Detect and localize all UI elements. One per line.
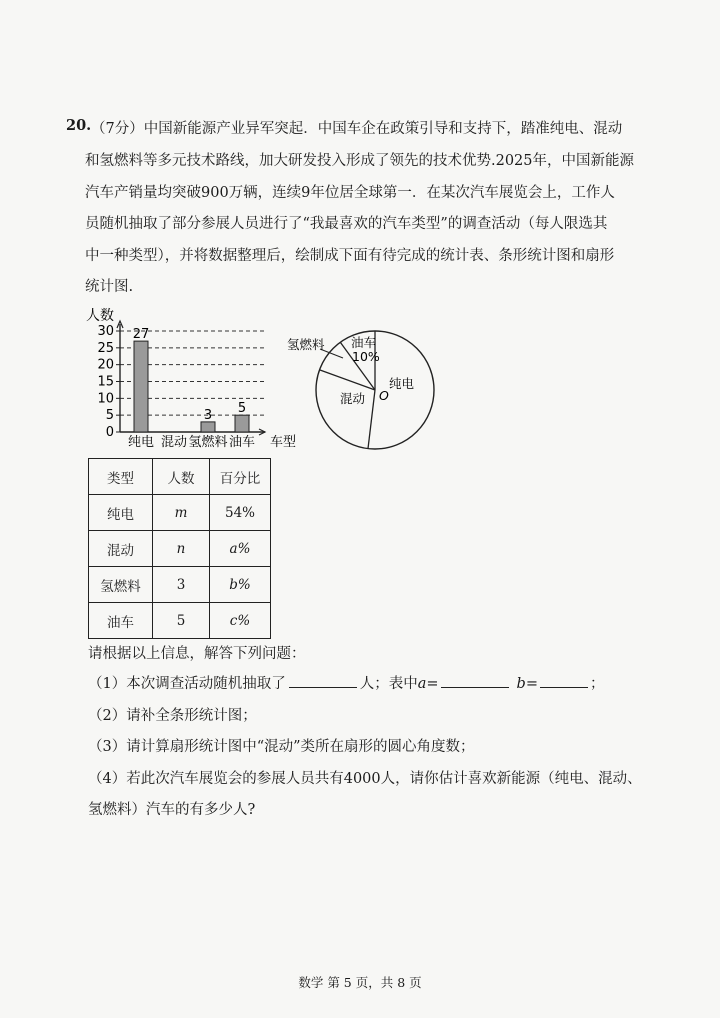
question-number: 20. (66, 117, 92, 134)
y-tick-label: 0 (105, 425, 114, 440)
q1-text-a: （1）本次调查活动随机抽取了 (88, 676, 286, 692)
table-cell: 3 (153, 567, 210, 603)
table-row (89, 531, 271, 567)
subquestion-2: （2）请补全条形统计图； (88, 708, 257, 724)
x-category-label: 氢燃料 (188, 435, 228, 450)
bar (235, 415, 249, 432)
table-cell: 氢燃料 (89, 567, 153, 603)
answer-blank-a[interactable] (441, 675, 509, 688)
table-header-cell: 类型 (89, 459, 153, 495)
table-cell: c% (210, 603, 271, 639)
instruction-text: 请根据以上信息，解答下列问题： (88, 646, 306, 662)
table-cell: b% (210, 567, 271, 603)
bar-data-label: 5 (237, 401, 247, 417)
bar (134, 341, 148, 432)
question-text-line-4: 员随机抽取了部分参展人员进行了“我最喜欢的汽车类型”的调查活动（每人限选其 (85, 216, 608, 232)
y-tick-label: 25 (97, 340, 114, 356)
question-text-line-3: 汽车产销量均突破900万辆，连续9年位居全球第一．在某次汽车展览会上，工作人 (85, 185, 615, 201)
pie-chart (285, 325, 455, 455)
q1-end: ； (590, 676, 605, 692)
q1-eq-b: = (525, 676, 538, 692)
y-tick-label: 5 (105, 408, 114, 424)
table-cell: 54% (210, 495, 271, 531)
q1-var-a: a (417, 676, 427, 692)
bar-chart (80, 300, 310, 455)
table-header-cell: 人数 (153, 459, 210, 495)
table-cell: 纯电 (89, 495, 153, 531)
subquestion-4-line-1: （4）若此次汽车展览会的参展人员共有4000人，请你估计喜欢新能源（纯电、混动、 (88, 771, 642, 787)
question-text-line-6: 统计图. (85, 279, 134, 295)
page-footer: 数学 第 5 页，共 8 页 (298, 975, 422, 990)
pie-label-gas-percent: 10% (352, 349, 380, 364)
pie-label-hydrogen: 氢燃料 (287, 337, 325, 352)
bar-data-label: 27 (132, 327, 150, 343)
bar-data-label: 3 (203, 407, 213, 423)
pie-radius-left (368, 390, 375, 449)
pie-label-hybrid: 混动 (340, 391, 366, 406)
table-row (89, 603, 271, 639)
q1-text-b: 人；表中 (359, 676, 418, 692)
y-tick-label: 30 (97, 324, 114, 339)
x-category-label: 混动 (160, 435, 188, 450)
table-cell: 油车 (89, 603, 153, 639)
table-cell: m (153, 495, 210, 531)
y-axis-title: 人数 (86, 308, 114, 324)
table-cell: 5 (153, 603, 210, 639)
table-row (89, 495, 271, 531)
table-row (89, 567, 271, 603)
table-cell: a% (210, 531, 271, 567)
pie-radius-mid-left (320, 370, 375, 390)
q1-var-b: b (516, 676, 526, 692)
question-text-line-5: 中一种类型），并将数据整理后，绘制成下面有待完成的统计表、条形统计图和扇形 (85, 248, 615, 264)
table-header-cell: 百分比 (210, 459, 271, 495)
subquestion-3: （3）请计算扇形统计图中“混动”类所在扇形的圆心角度数； (88, 739, 475, 755)
q1-eq-a: = (426, 676, 439, 692)
y-tick-label: 15 (97, 374, 114, 390)
subquestion-4-line-2: 氢燃料）汽车的有多少人? (88, 802, 256, 818)
question-text-line-1: （7分）中国新能源产业异军突起．中国车企在政策引导和支持下，踏准纯电、混动 (91, 121, 623, 137)
y-tick-label: 10 (97, 391, 114, 407)
answer-blank-total[interactable] (289, 675, 357, 688)
table-header-row (89, 459, 271, 495)
table-cell: 混动 (89, 531, 153, 567)
x-category-label: 纯电 (127, 435, 155, 450)
x-category-label: 油车 (228, 435, 256, 450)
pie-label-ev: 纯电 (389, 376, 415, 391)
subquestion-1 (88, 672, 605, 693)
question-text-line-2: 和氢燃料等多元技术路线，加大研发投入形成了领先的技术优势.2025年，中国新能源 (85, 153, 635, 169)
pie-label-gas: 油车 (351, 335, 377, 350)
y-tick-label: 20 (97, 357, 114, 373)
answer-blank-b[interactable] (540, 675, 588, 688)
x-axis-title: 车型 (270, 435, 297, 450)
statistics-table (88, 458, 271, 639)
bar (201, 422, 215, 432)
pie-center-label: O (379, 388, 389, 403)
table-cell: n (153, 531, 210, 567)
